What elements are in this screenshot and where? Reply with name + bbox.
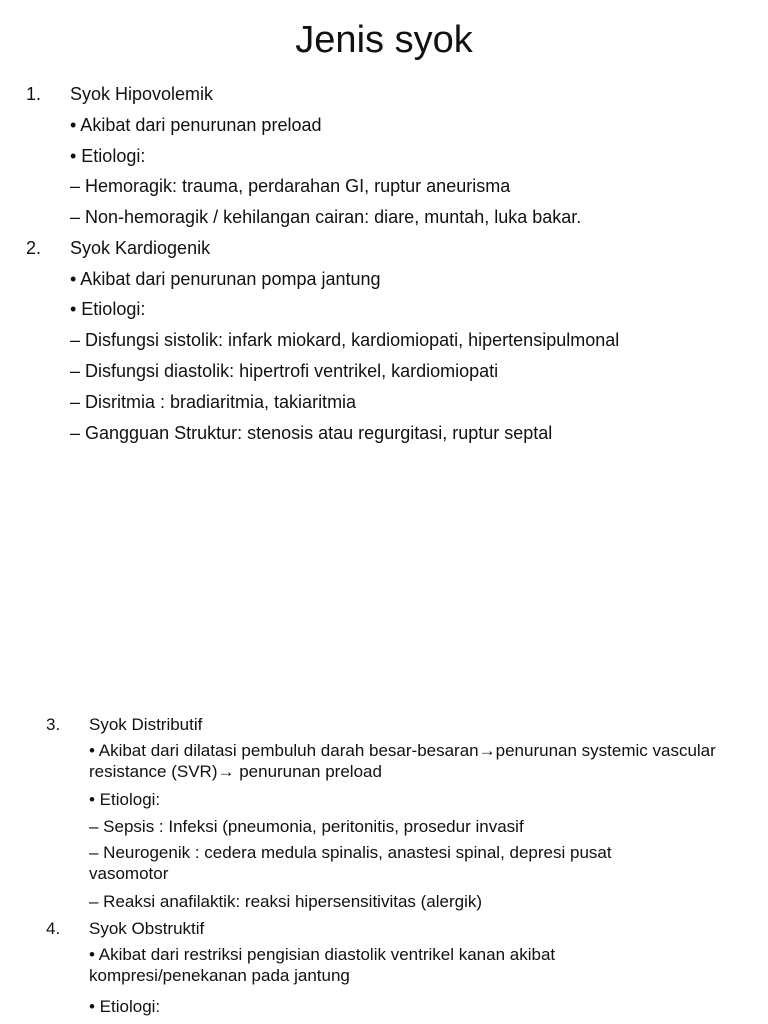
item-number: 2. xyxy=(26,238,42,258)
list-line: – Disritmia : bradiaritmia, takiaritmia xyxy=(70,392,357,412)
item-number: 1. xyxy=(26,84,42,104)
list-line: • Etiologi: xyxy=(70,146,146,166)
list-line: • Akibat dari dilatasi pembuluh darah besar-besaran→penurunan systemic vascular resistance (SVR)→ penurunan preload xyxy=(89,741,716,781)
item-heading-obstruktif: Syok Obstruktif xyxy=(89,919,205,938)
list-line: • Akibat dari penurunan preload xyxy=(70,115,322,135)
list-line: – Neurogenik : cedera medula spinalis, anastesi spinal, depresi pusat vasomotor xyxy=(89,843,612,883)
item-number: 3. xyxy=(46,715,61,734)
list-line: • Etiologi: xyxy=(89,997,161,1016)
list-line: – Reaksi anafilaktik: reaksi hipersensitivitas (alergik) xyxy=(89,892,483,911)
item-heading-distributif: Syok Distributif xyxy=(89,715,203,734)
list-line: – Disfungsi sistolik: infark miokard, kardiomiopati, hipertensipulmonal xyxy=(70,330,620,350)
list-line: – Sepsis : Infeksi (pneumonia, peritonitis, prosedur invasif xyxy=(89,817,524,836)
list-line: – Hemoragik: trauma, perdarahan GI, ruptur aneurisma xyxy=(70,176,511,196)
page-title: Jenis syok xyxy=(295,19,473,61)
list-line: • Etiologi: xyxy=(89,790,161,809)
list-line: – Disfungsi diastolik: hipertrofi ventrikel, kardiomiopati xyxy=(70,361,499,381)
list-line: • Akibat dari restriksi pengisian diastolik ventrikel kanan akibat kompresi/penekanan pada jantung xyxy=(89,945,556,985)
item-number: 4. xyxy=(46,919,61,938)
list-line: – Gangguan Struktur: stenosis atau regurgitasi, ruptur septal xyxy=(70,423,553,443)
item-heading-hipovolemik: Syok Hipovolemik xyxy=(70,84,214,104)
list-line: • Etiologi: xyxy=(70,299,146,319)
item-heading-kardiogenik: Syok Kardiogenik xyxy=(70,238,211,258)
list-line: – Non-hemoragik / kehilangan cairan: diare, muntah, luka bakar. xyxy=(70,207,582,227)
list-line: • Akibat dari penurunan pompa jantung xyxy=(70,269,381,289)
